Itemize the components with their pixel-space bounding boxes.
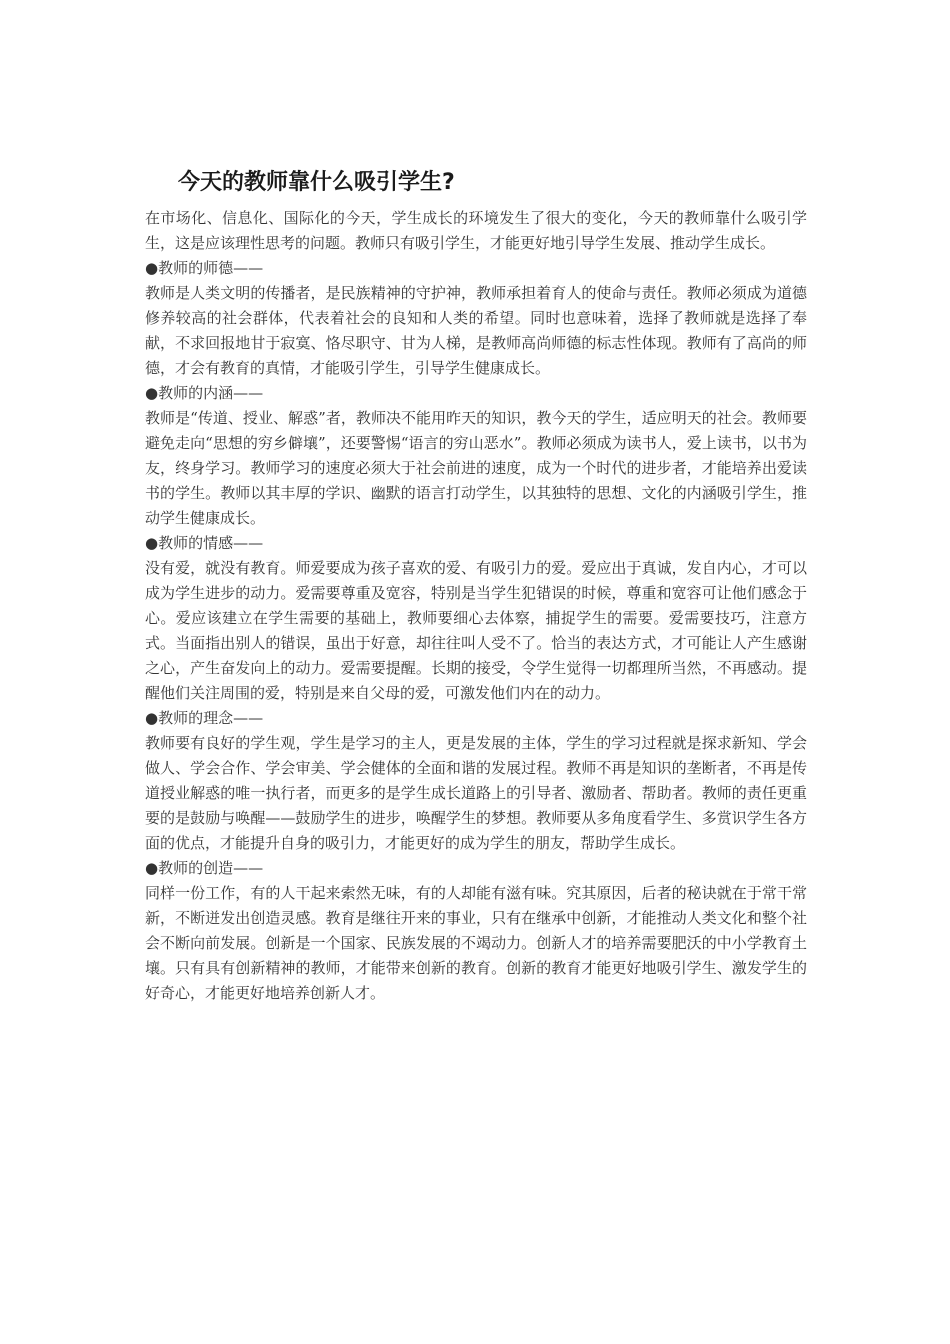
section-heading-emotion: ●教师的情感—— bbox=[145, 534, 264, 552]
section-heading-knowledge: ●教师的内涵—— bbox=[145, 384, 264, 402]
section-heading-creativity: ●教师的创造—— bbox=[145, 859, 264, 877]
section-body-knowledge: 教师是“传道、授业、解惑”者，教师决不能用昨天的知识，教今天的学生，适应明天的社会。教师要避免走向“思想的穷乡僻壤”，还要警惕“语言的穷山恶水”。教师必须成为读书人，爱上读书，以书为友，终身学习。教师学习的速度必须大于社会前进的速度，成为一个时代的进步者，才能培养出爱读书的学生。教师以其丰厚的学识、幽默的语言打动学生，以其独特的思想、文化的内涵吸引学生，推动学生健康成长。 bbox=[145, 409, 807, 527]
section-body-ethics: 教师是人类文明的传播者，是民族精神的守护神，教师承担着育人的使命与责任。教师必须成为道德修养较高的社会群体，代表着社会的良知和人类的希望。同时也意味着，选择了教师就是选择了奉献，不求回报地甘于寂寞、恪尽职守、甘为人梯，是教师高尚师德的标志性体现。教师有了高尚的师德，才会有教育的真情，才能吸引学生，引导学生健康成长。 bbox=[145, 284, 807, 377]
section-heading-philosophy: ●教师的理念—— bbox=[145, 709, 264, 727]
section-body-creativity: 同样一份工作，有的人干起来索然无味，有的人却能有滋有味。究其原因，后者的秘诀就在于常干常新，不断迸发出创造灵感。教育是继往开来的事业，只有在继承中创新，才能推动人类文化和整个社会不断向前发展。创新是一个国家、民族发展的不竭动力。创新人才的培养需要肥沃的中小学教育土壤。只有具有创新精神的教师，才能带来创新的教育。创新的教育才能更好地吸引学生、激发学生的好奇心，才能更好地培养创新人才。 bbox=[145, 884, 807, 1002]
document-title: 今天的教师靠什么吸引学生? bbox=[178, 170, 455, 195]
document-body bbox=[145, 206, 807, 1006]
section-body-emotion: 没有爱，就没有教育。师爱要成为孩子喜欢的爱、有吸引力的爱。爱应出于真诚，发自内心，才可以成为学生进步的动力。爱需要尊重及宽容，特别是当学生犯错误的时候，尊重和宽容可让他们感念于心。爱应该建立在学生需要的基础上，教师要细心去体察，捕捉学生的需要。爱需要技巧，注意方式。当面指出别人的错误，虽出于好意，却往往叫人受不了。恰当的表达方式，才可能让人产生感谢之心，产生奋发向上的动力。爱需要提醒。长期的接受，令学生觉得一切都理所当然，不再感动。提醒他们关注周围的爱，特别是来自父母的爱，可激发他们内在的动力。 bbox=[145, 559, 807, 702]
section-body-philosophy: 教师要有良好的学生观，学生是学习的主人，更是发展的主体，学生的学习过程就是探求新知、学会做人、学会合作、学会审美、学会健体的全面和谐的发展过程。教师不再是知识的垄断者，不再是传道授业解惑的唯一执行者，而更多的是学生成长道路上的引导者、激励者、帮助者。教师的责任更重要的是鼓励与唤醒——鼓励学生的进步，唤醒学生的梦想。教师要从多角度看学生、多赏识学生各方面的优点，才能提升自身的吸引力，才能更好的成为学生的朋友，帮助学生成长。 bbox=[145, 734, 807, 852]
section-heading-ethics: ●教师的师德—— bbox=[145, 259, 264, 277]
intro-paragraph: 在市场化、信息化、国际化的今天，学生成长的环境发生了很大的变化，今天的教师靠什么吸引学生，这是应该理性思考的问题。教师只有吸引学生，才能更好地引导学生发展、推动学生成长。 bbox=[145, 209, 807, 252]
